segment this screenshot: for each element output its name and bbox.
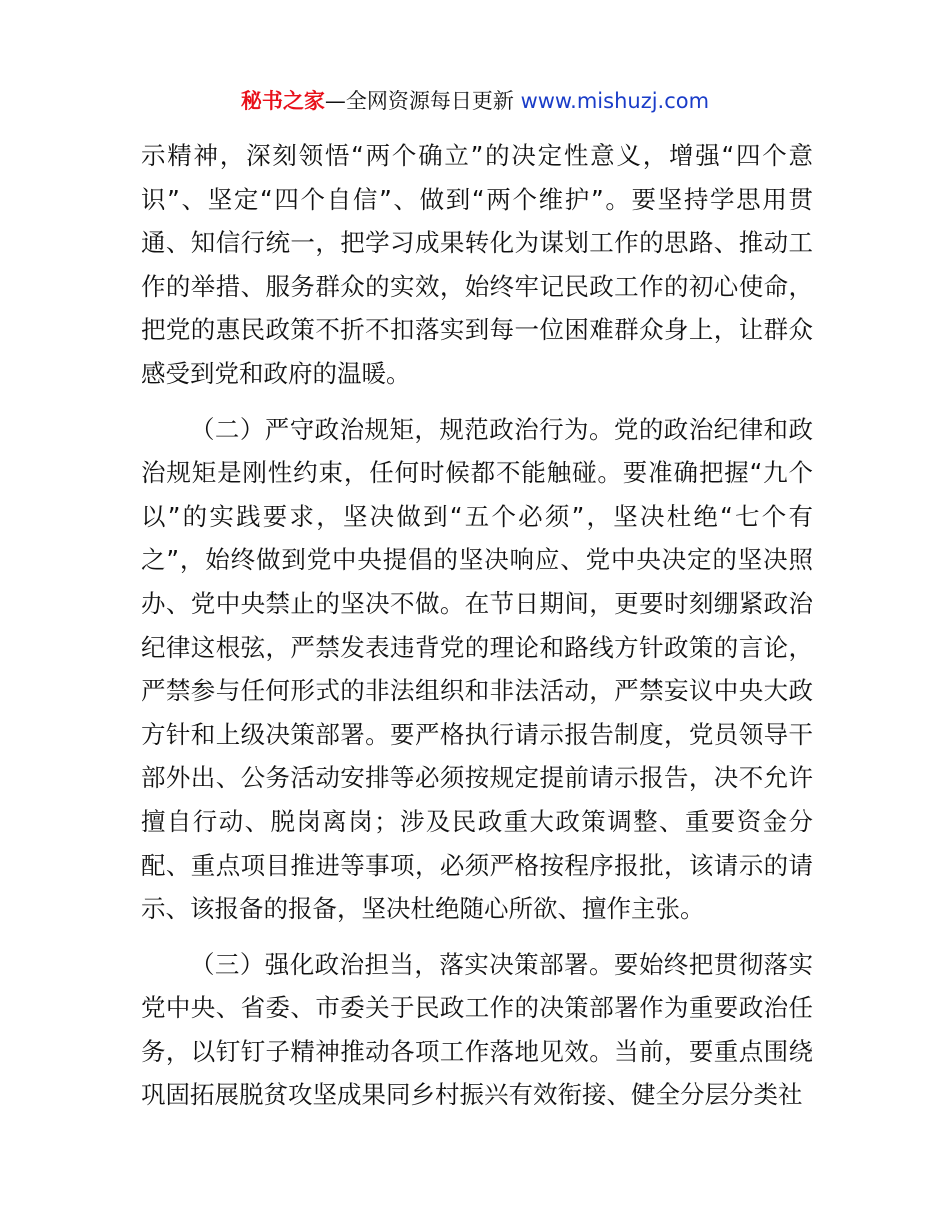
paragraph-section-3: （三）强化政治担当，落实决策部署。要始终把贯彻落实党中央、省委、市委关于民政工作的决策部署作为重要政治任务，以钉钉子精神推动各项工作落地见效。当前，要重点围绕巩固拓展脱贫攻坚成果同乡村振兴有效衔接、健全分层分类社 [141,949,813,1110]
site-link[interactable]: www.mishuzj.com [520,89,710,113]
document-body [141,134,813,1129]
paragraph-section-2: （二）严守政治规矩，规范政治行为。党的政治纪律和政治规矩是刚性约束，任何时候都不能触碰。要准确把握“九个以”的实践要求，坚决做到“五个必须”，坚决杜绝“七个有之”，始终做到党中央提倡的坚决响应、党中央决定的坚决照办、党中央禁止的坚决不做。在节日期间，更要时刻绷紧政治纪律这根弦，严禁发表违背党的理论和路线方针政策的言论，严禁参与任何形式的非法组织和非法活动，严禁妄议中央大政方针和上级决策部署。要严格执行请示报告制度，党员领导干部外出、公务活动安排等必须按规定提前请示报告，决不允许擅自行动、脱岗离岗；涉及民政重大政策调整、重要资金分配、重点项目推进等事项，必须严格按程序报批，该请示的请示、该报备的报备，坚决杜绝随心所欲、擅作主张。 [141,414,813,924]
page-header [0,86,950,116]
paragraph-continued: 示精神，深刻领悟“两个确立”的决定性意义，增强“四个意识”、坚定“四个自信”、做到“两个维护”。要坚持学思用贯通、知信行统一，把学习成果转化为谋划工作的思路、推动工作的举措、服务群众的实效，始终牢记民政工作的初心使命，把党的惠民政策不折不扣落实到每一位困难群众身上，让群众感受到党和政府的温暖。 [141,141,813,388]
header-tagline: —全网资源每日更新 [324,89,521,113]
brand-name: 秘书之家 [240,89,325,113]
